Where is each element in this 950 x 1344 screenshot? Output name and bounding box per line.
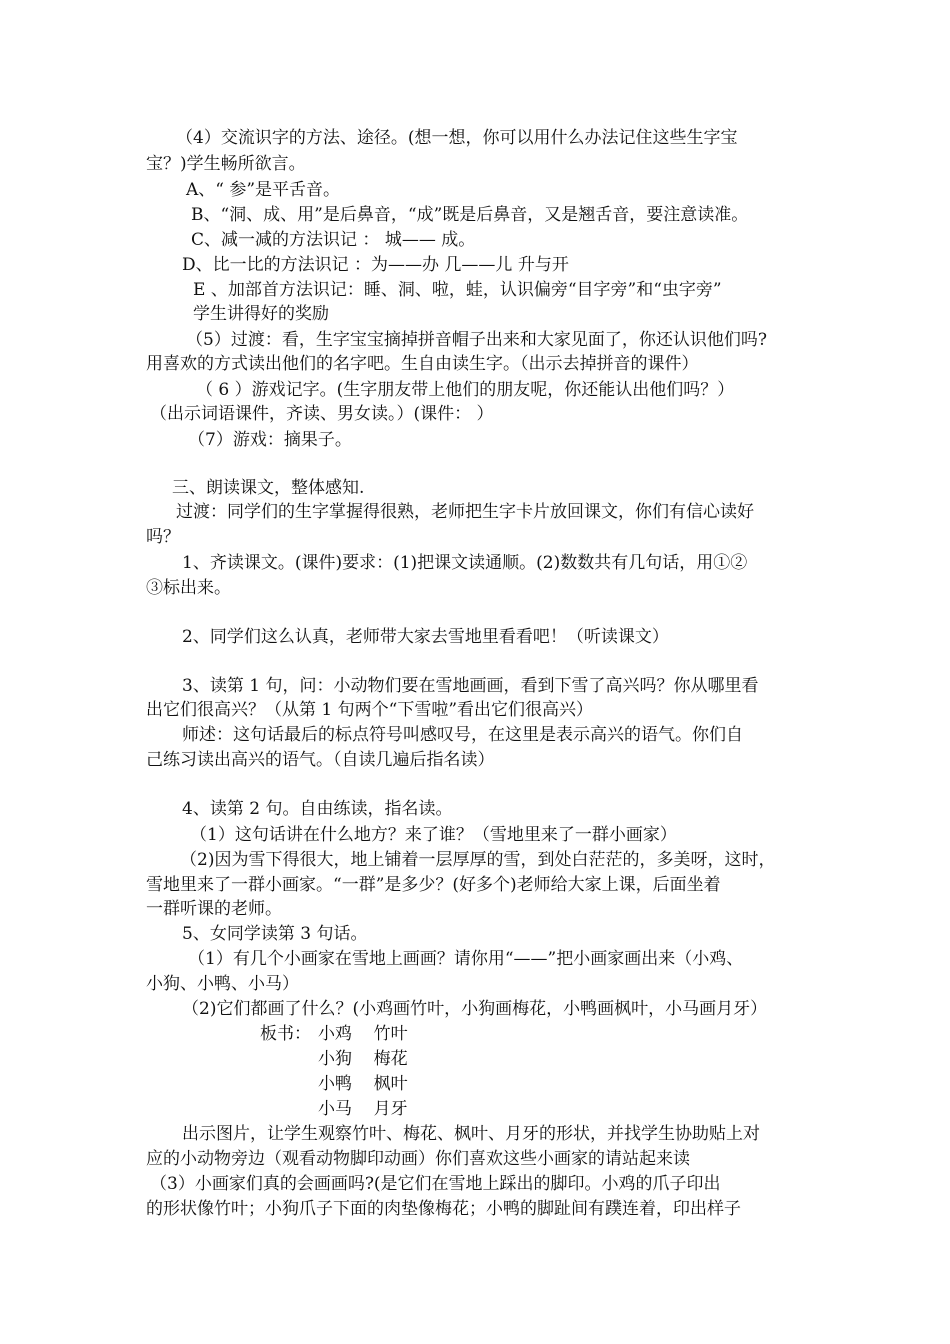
text-line: 1、齐读课文。(课件)要求：(1)把课文读通顺。(2)数数共有几句话，用①②	[182, 553, 748, 573]
text-line: A、“ 参”是平舌音。	[186, 180, 341, 200]
text-line: 3、读第 1 句，问：小动物们要在雪地画画，看到下雪了高兴吗？你从哪里看	[182, 676, 759, 696]
board-row	[318, 1047, 408, 1071]
text-line: 2、同学们这么认真，老师带大家去雪地里看看吧！（听读课文）	[182, 627, 669, 647]
text-line: （出示词语课件，齐读、男女读。）(课件： ）	[150, 404, 494, 424]
text-line: （5）过渡：看，生字宝宝摘掉拼音帽子出来和大家见面了，你还认识他们吗?	[186, 330, 767, 350]
text-line: 吗？	[146, 527, 180, 547]
text-line: （3）小画家们真的会画画吗?(是它们在雪地上踩出的脚印。小鸡的爪子印出	[150, 1174, 721, 1194]
text-line: （1）这句话讲在什么地方？来了谁？（雪地里来了一群小画家）	[190, 825, 677, 845]
text-line: ③标出来。	[146, 578, 231, 598]
board-label: 板书：	[260, 1024, 311, 1044]
text-line: （7）游戏：摘果子。	[188, 430, 352, 450]
text-line: （4）交流识字的方法、途径。(想一想，你可以用什么办法记住这些生字宝	[176, 128, 738, 148]
text-line: （1）有几个小画家在雪地上画画？请你用“——”把小画家画出来（小鸡、	[188, 949, 744, 969]
text-line: 出示图片，让学生观察竹叶、梅花、枫叶、月牙的形状，并找学生协助贴上对	[182, 1124, 760, 1144]
text-line: 师述：这句话最后的标点符号叫感叹号，在这里是表示高兴的语气。你们自	[182, 725, 743, 745]
board-row	[318, 1022, 408, 1046]
text-line: 宝？)学生畅所欲言。	[146, 154, 306, 174]
text-line: B、“洞、成、用”是后鼻音，“成”既是后鼻音，又是翘舌音，要注意读准。	[191, 205, 749, 225]
text-line: （2)因为雪下得很大，地上铺着一层厚厚的雪，到处白茫茫的，多美呀，这时，	[180, 850, 776, 870]
board-animal: 小狗	[318, 1049, 352, 1069]
board-drawing: 梅花	[373, 1049, 408, 1069]
text-line: D、比一比的方法识记 ：为——办 几——儿 升与开	[182, 255, 569, 275]
board-animal: 小鸭	[318, 1074, 352, 1094]
board-row	[318, 1097, 408, 1121]
text-line: 小狗、小鸭、小马）	[146, 974, 299, 994]
board-animal: 小马	[318, 1099, 352, 1119]
text-line: 出它们很高兴？（从第 1 句两个“下雪啦”看出它们很高兴）	[146, 700, 594, 720]
board-row	[318, 1072, 408, 1096]
section-heading: 三、朗读课文，整体感知.	[172, 478, 365, 498]
text-line: （ 6 ）游戏记字。(生字朋友带上他们的朋友呢，你还能认出他们吗？）	[196, 380, 735, 400]
text-line: 5、女同学读第 3 句话。	[182, 924, 368, 944]
text-line: 学生讲得好的奖励	[193, 304, 329, 324]
text-line: 的形状像竹叶；小狗爪子下面的肉垫像梅花；小鸭的脚趾间有蹼连着，印出样子	[146, 1199, 741, 1219]
text-line: 己练习读出高兴的语气。（自读几遍后指名读）	[146, 750, 495, 770]
text-line: 一群听课的老师。	[146, 899, 282, 919]
text-line: 应的小动物旁边（观看动物脚印动画）你们喜欢这些小画家的请站起来读	[146, 1149, 690, 1169]
text-line: 用喜欢的方式读出他们的名字吧。生自由读生字。（出示去掉拼音的课件）	[146, 354, 699, 374]
board-drawing: 枫叶	[373, 1074, 408, 1094]
text-line: 4、读第 2 句。自由练读，指名读。	[182, 799, 453, 819]
board-animal: 小鸡	[318, 1024, 352, 1044]
text-line: （2)它们都画了什么？(小鸡画竹叶，小狗画梅花，小鸭画枫叶，小马画月牙）	[182, 999, 768, 1019]
board-drawing: 竹叶	[373, 1024, 408, 1044]
text-line: 雪地里来了一群小画家。“一群”是多少？(好多个)老师给大家上课，后面坐着	[146, 875, 721, 895]
text-line: C、减一减的方法识记 ： 城—— 成。	[191, 230, 476, 250]
text-line: E 、加部首方法识记：睡、洞、啦，蛙，认识偏旁“目字旁”和“虫字旁”	[193, 280, 722, 300]
text-line: 过渡：同学们的生字掌握得很熟，老师把生字卡片放回课文，你们有信心读好	[176, 502, 754, 522]
board-drawing: 月牙	[373, 1099, 408, 1119]
